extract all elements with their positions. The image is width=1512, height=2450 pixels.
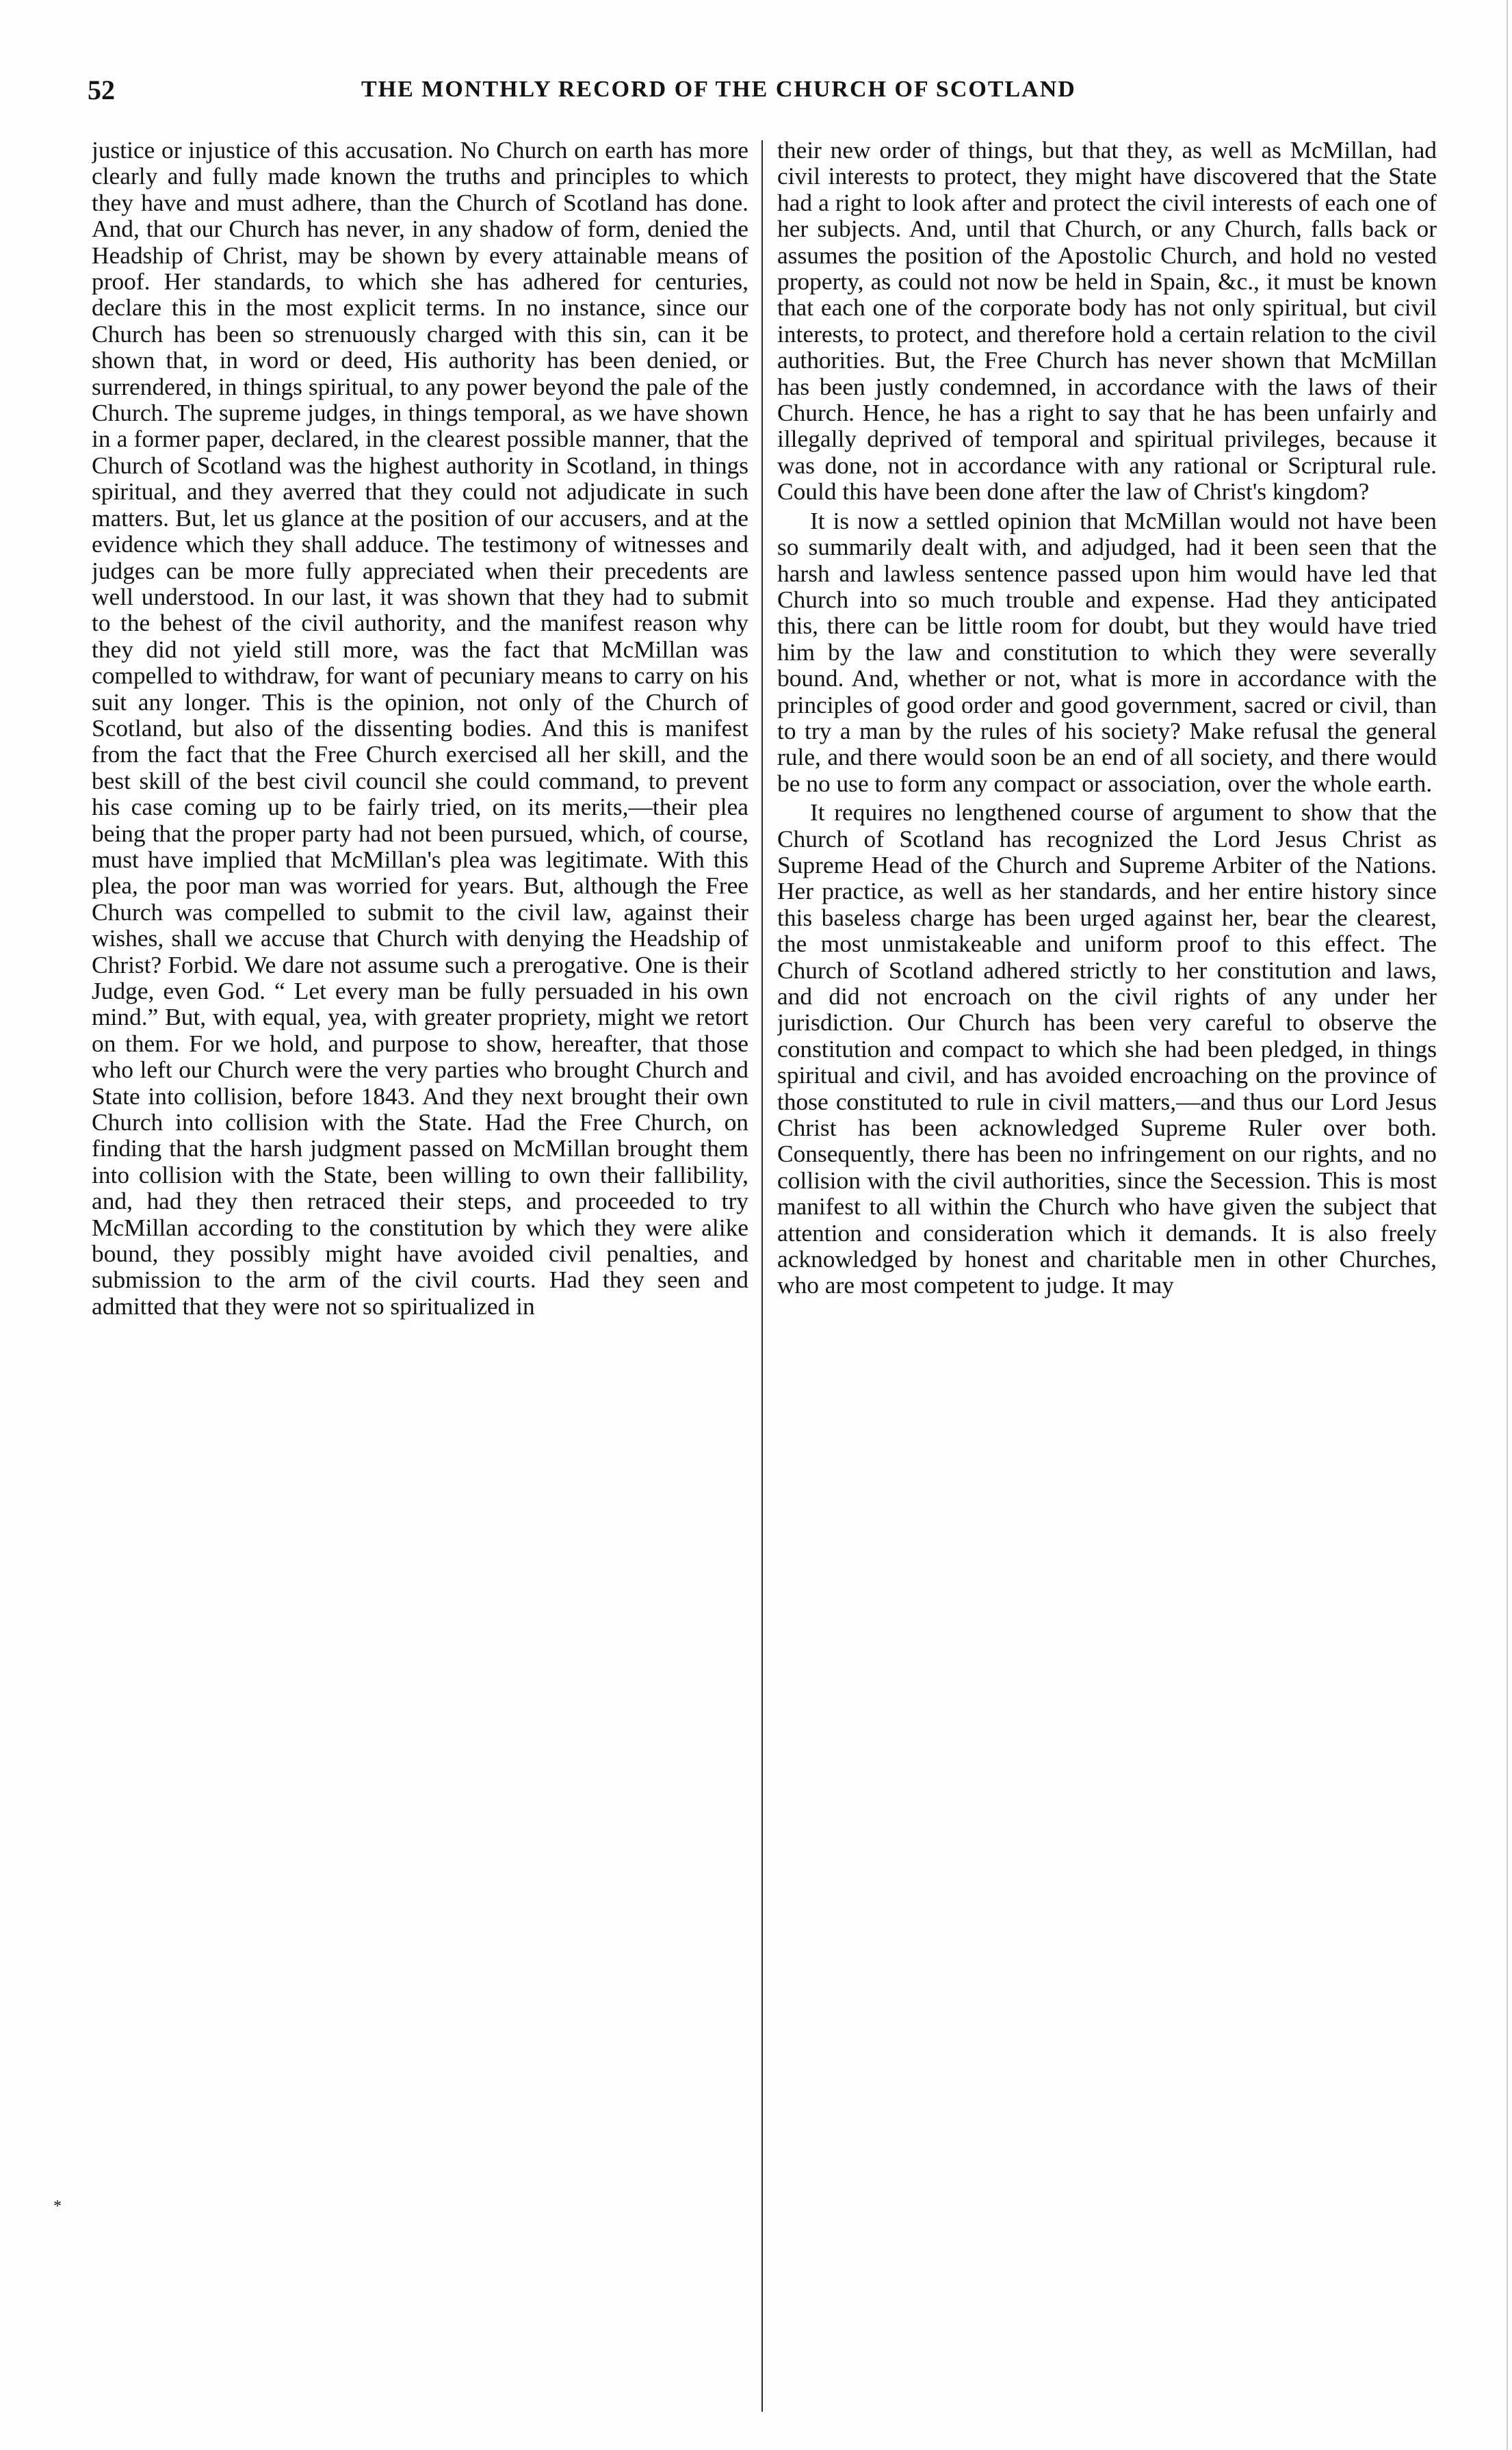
left-paragraph-1: justice or injustice of this accusation. No Church on earth has more clearly and fully made known the truths and principles to which they have and must adhere, than the Church of Scotland has done. And, that our Church has never, in any shadow of form, denied the Headship of Christ, may be shown by every attainable means of proof. Her standards, to which she has adhered for centuries, declare this in the most explicit terms. In no instance, since our Church has been so strenuously charged with this sin, can it be shown that, in word or deed, His authority has been denied, or surrendered, in things spiritual, to any power beyond the pale of the Church. The supreme judges, in things temporal, as we have shown in a former paper, declared, in the clearest possible manner, that the Church of Scotland was the highest authority in Scotland, in things spiritual, and they averred that they could not adjudicate in such matters. But, let us glance at the position of our accusers, and at the evidence which they shall adduce. The testimony of witnesses and judges can be more fully appreciated when their precedents are well understood. In our last, it was shown that they had to submit to the behest of the civil authority, and the manifest reason why they did not yield still more, was the fact that McMillan was compelled to withdraw, for want of pecuniary means to carry on his suit any longer. This is the opinion, not only of the Church of Scotland, but also of the dissenting bodies. And this is manifest from the fact that the Free Church exercised all her skill, and the best skill of the best civil council she could command, to prevent his case coming up to be fairly tried, on its merits,—their plea being that the proper party had not been pursued, which, of course, must have implied that McMillan's plea was legitimate. With this plea, the poor man was worried for years. But, although the Free Church was compelled to submit to the civil law, against their wishes, shall we accuse that Church with denying the Headship of Christ? Forbid. We dare not assume such a prerogative. One is their Judge, even God. “ Let every man be fully persuaded in his own mind.” But, with equal, yea, with greater propriety, might we retort on them. For we hold, and purpose to show, hereafter, that those who left our Church were the very parties who brought Church and State into collision, before 1843. And they next brought their own Church into collision with the State. Had the Free Church, on finding that the harsh judgment passed on McMillan brought them into collision with the State, been willing to own their fallibility, and, had they then retraced their steps, and proceeded to try McMillan according to the constitution by which they were alike bound, they possibly might have avoided civil penalties, and submission to the arm of the civil courts. Had they seen and admitted that they were not so spiritualized in	[92, 137, 748, 1320]
right-paragraph-1: their new order of things, but that they, as well as McMillan, had civil interests to protect, they might have discovered that the State had a right to look after and protect the civil interests of each one of her subjects. And, until that Church, or any Church, falls back or assumes the position of the Apostolic Church, and hold no vested property, as could not now be held in Spain, &c., it must be known that each one of the corporate body has not only spiritual, but civil interests, to protect, and therefore hold a certain relation to the civil authorities. But, the Free Church has never shown that McMillan has been justly condemned, in accordance with the laws of their Church. Hence, he has a right to say that he has been unfairly and illegally deprived of temporal and spiritual privileges, because it was done, not in accordance with any rational or Scriptural rule. Could this have been done after the law of Christ's kingdom?	[777, 137, 1437, 506]
right-column	[777, 137, 1437, 2415]
running-head: THE MONTHLY RECORD OF THE CHURCH OF SCOTLAND	[361, 77, 1076, 102]
page-header	[88, 74, 1422, 115]
margin-star-mark: *	[53, 2198, 62, 2215]
right-paragraph-3: It requires no lengthened course of argument to show that the Church of Scotland has recognized the Lord Jesus Christ as Supreme Head of the Church and Supreme Arbiter of the Nations. Her practice, as well as her standards, and her entire history since this baseless charge has been urged against her, bear the clearest, the most unmistakeable and uniform proof to this effect. The Church of Scotland adhered strictly to her constitution and laws, and did not encroach on the civil rights of any under her jurisdiction. Our Church has been very careful to observe the constitution and compact to which she had been pledged, in things spiritual and civil, and has avoided encroaching on the province of those constituted to rule in civil matters,—and thus our Lord Jesus Christ has been acknowledged Supreme Ruler over both. Consequently, there has been no infringement on our rights, and no collision with the civil authorities, since the Secession. This is most manifest to all within the Church who have given the subject that attention and consideration which it demands. It is also freely acknowledged by honest and charitable men in other Churches, who are most competent to judge. It may	[777, 798, 1437, 1299]
left-column	[92, 137, 748, 2415]
page-number: 52	[88, 75, 115, 105]
right-paragraph-2: It is now a settled opinion that McMillan would not have been so summarily dealt with, and adjudged, had it been seen that the harsh and lawless sentence passed upon him would have led that Church into so much trouble and expense. Had they anticipated this, there can be little room for doubt, but they would have tried him by the law and constitution to which they were severally bound. And, whether or not, what is more in accordance with the principles of good order and good government, sacred or civil, than to try a man by the rules of his society? Make refusal the general rule, and there would soon be an end of all society, and there would be no use to form any compact or association, over the whole earth.	[777, 506, 1437, 797]
page-edge-line	[1507, 0, 1508, 2450]
column-divider	[761, 140, 763, 2412]
